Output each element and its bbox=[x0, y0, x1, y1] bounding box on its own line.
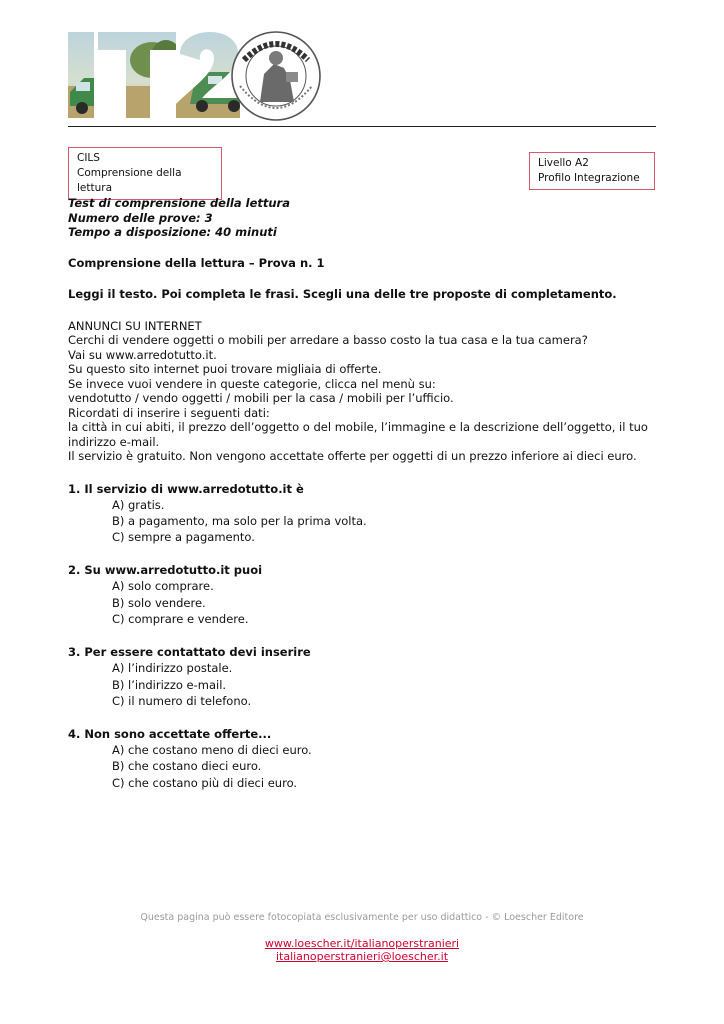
website-link[interactable]: www.loescher.it/italianoperstranieri bbox=[264, 937, 460, 950]
exam-name: CILS bbox=[77, 152, 100, 164]
text-line: ANNUNCI SU INTERNET bbox=[68, 318, 202, 333]
text-line: Vai su www.arredotutto.it. bbox=[68, 347, 217, 362]
answer-option: C) il numero di telefono. bbox=[112, 693, 252, 708]
text-line: Il servizio è gratuito. Non vengono accettate offerte per oggetti di un prezzo inferiore ai dieci euro. bbox=[68, 449, 637, 463]
email-link[interactable]: italianoperstranieri@loescher.it bbox=[275, 950, 449, 963]
header-logo bbox=[68, 30, 324, 122]
level: Livello A2 bbox=[538, 157, 589, 169]
question-stem: 2. Su www.arredotutto.it puoi bbox=[68, 563, 263, 578]
profile: Profilo Integrazione bbox=[538, 172, 640, 184]
test-header bbox=[68, 196, 658, 240]
exam-section: Comprensione della lettura bbox=[77, 167, 182, 194]
answer-option: C) comprare e vendere. bbox=[112, 611, 249, 626]
instruction: Leggi il testo. Poi completa le frasi. Scegli una delle tre proposte di completamento. bbox=[68, 287, 617, 301]
answer-option: A) l’indirizzo postale. bbox=[112, 661, 233, 676]
publisher-seal bbox=[232, 32, 320, 120]
answer-option: C) che costano più di dieci euro. bbox=[112, 775, 298, 790]
text-line: Ricordati di inserire i seguenti dati: bbox=[68, 405, 270, 420]
section-title: Comprensione della lettura – Prova n. 1 bbox=[68, 255, 325, 270]
answer-option: B) l’indirizzo e-mail. bbox=[112, 677, 227, 692]
test-count: Numero delle prove: 3 bbox=[68, 210, 213, 225]
text-line: Cerchi di vendere oggetti o mobili per arredare a basso costo la tua casa e la tua camera? bbox=[68, 333, 588, 347]
text-line: vendotutto / vendo oggetti / mobili per la casa / mobili per l’ufficio. bbox=[68, 391, 454, 405]
test-time: Tempo a disposizione: 40 minuti bbox=[68, 225, 277, 239]
exam-info-box bbox=[68, 147, 222, 200]
answer-option: B) che costano dieci euro. bbox=[112, 759, 262, 774]
text-line: Su questo sito internet puoi trovare migliaia di offerte. bbox=[68, 362, 382, 376]
copyright-note: Questa pagina può essere fotocopiata esclusivamente per uso didattico - © Loescher Editore bbox=[140, 912, 584, 923]
answer-option: C) sempre a pagamento. bbox=[112, 530, 255, 545]
question-4 bbox=[68, 726, 658, 791]
reading-text bbox=[68, 319, 658, 464]
header-rule bbox=[68, 126, 656, 127]
question-3 bbox=[68, 644, 658, 709]
question-1 bbox=[68, 481, 658, 546]
answer-option: A) gratis. bbox=[112, 497, 165, 512]
footer-links bbox=[0, 937, 724, 963]
test-title: Test di comprensione della lettura bbox=[68, 196, 290, 210]
answer-option: A) che costano meno di dieci euro. bbox=[112, 743, 312, 758]
text-line: la città in cui abiti, il prezzo dell’oggetto o del mobile, l’immagine e la descrizione dell’oggetto, il tuo indirizzo e-mail. bbox=[68, 420, 648, 449]
question-stem: 3. Per essere contattato devi inserire bbox=[68, 645, 311, 660]
question-stem: 4. Non sono accettate offerte... bbox=[68, 727, 272, 742]
answer-option: B) a pagamento, ma solo per la prima volta. bbox=[112, 513, 367, 528]
answer-option: A) solo comprare. bbox=[112, 579, 214, 594]
level-info-box bbox=[529, 152, 655, 190]
question-2 bbox=[68, 562, 658, 627]
answer-option: B) solo vendere. bbox=[112, 595, 206, 610]
question-stem: 1. Il servizio di www.arredotutto.it è bbox=[68, 481, 304, 496]
text-line: Se invece vuoi vendere in queste categorie, clicca nel menù su: bbox=[68, 376, 436, 391]
document-body bbox=[68, 196, 658, 791]
